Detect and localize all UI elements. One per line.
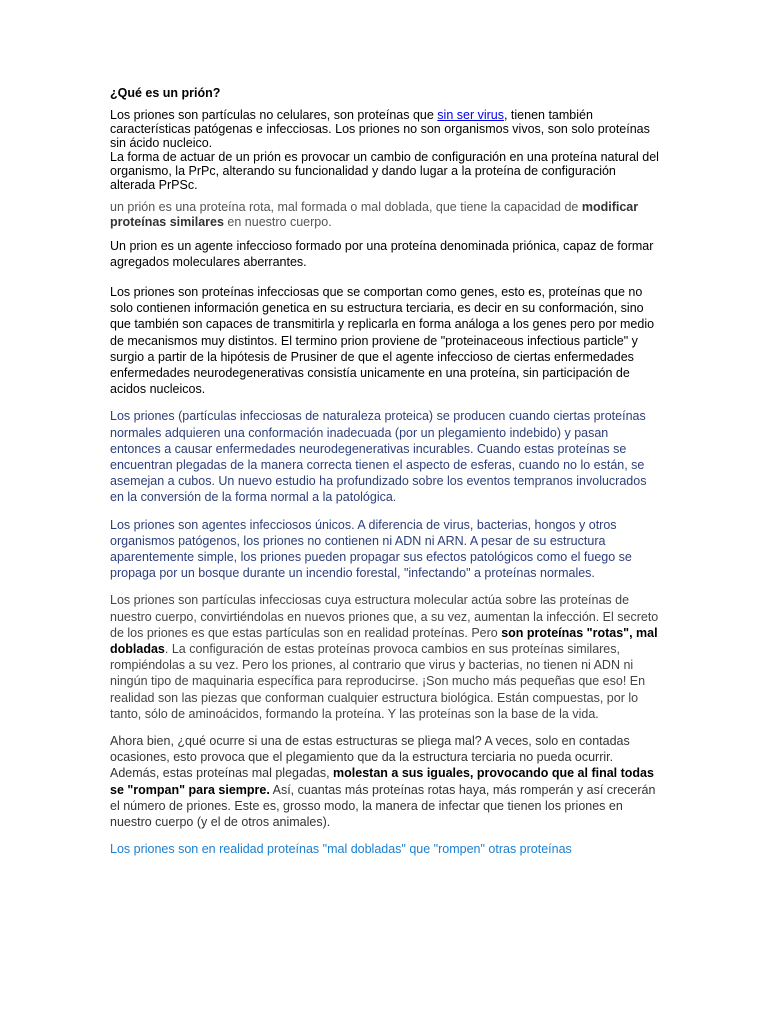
rotas-paragraph (110, 592, 660, 722)
rotas-text-after: . La configuración de estas proteínas provoca cambios en sus proteínas similares, rompiéndolas a su vez. Pero los priones, al contrario que virus y bacterias, no tienen ni ADN ni ningún tipo de maquinaria específica para reproducirse. ¡Son mucho más pequeñas que eso! En realidad son las piezas que conforman cualquier estructura biológica. Están compuestas, por lo tanto, sólo de aminoácidos, formando la proteína. Y las proteínas son la base de la vida. (110, 642, 646, 721)
intro-text-after: , tienen también características patógenas e infecciosas. Los priones no son organismos vivos, son solo proteínas sin ácido nucleico. (110, 108, 650, 150)
unicos-paragraph: Los priones son agentes infecciosos únicos. A diferencia de virus, bacterias, hongos y otros organismos patógenos, los priones no contienen ni ADN ni ARN. A pesar de su estructura aparentemente simple, los priones pueden propagar sus efectos patológicos como el fuego se propaga por un bosque durante un incendio forestal, "infectando" a proteínas normales. (110, 517, 632, 581)
intro-text-before: Los priones son partículas no celulares, son proteínas que (110, 108, 438, 122)
intro-paragraph (110, 108, 660, 150)
forma-paragraph: La forma de actuar de un prión es provocar un cambio de configuración en una proteína natural del organismo, la PrPc, alterando su funcionalidad y dando lugar a la proteína de configuración alterada PrPSc. (110, 150, 659, 192)
rotas-text-before: Los priones son partículas infecciosas cuya estructura molecular actúa sobre las proteínas de nuestro cuerpo, convirtiéndolas en nuevos priones que, a su vez, aumentan la infección. El secreto de los priones es que estas partículas son en realidad proteínas. Pero (110, 593, 659, 640)
page-title: ¿Qué es un prión? (110, 86, 221, 100)
rotas-text-bold: son proteínas "rotas", mal dobladas (110, 625, 658, 657)
rota-text-bold: modificar proteínas similares (110, 200, 639, 229)
rota-text-after: en nuestro cuerpo. (223, 215, 332, 229)
document-body (110, 86, 660, 857)
esferas-paragraph: Los priones (partículas infecciosas de naturaleza proteica) se producen cuando ciertas proteínas normales adquieren una conformación inadecuada (por un plegamiento indebido) y pasan entonces a causar enfermedades neurodegenerativas incurables. Cuando estas proteínas se encuentran plegadas de la manera correcta tienen el aspecto de esferas, cuando no lo están, se asemejan a cubos. Un nuevo estudio ha profundizado sobre los eventos tempranos involucrados en la conversión de la forma normal a la patológica. (110, 409, 647, 505)
final-paragraph: Los priones son en realidad proteínas "mal dobladas" que "rompen" otras proteínas (110, 842, 572, 857)
agente-paragraph: Un prion es un agente infeccioso formado por una proteína denominada priónica, capaz de formar agregados moleculares aberrantes. (110, 239, 654, 269)
genes-paragraph: Los priones son proteínas infecciosas que se comportan como genes, esto es, proteínas que no solo contienen información genetica en su estructura terciaria, es decir en su conformación, sino que también son capaces de transmitirla y replicarla en forma análoga a los genes pero por medio de mecanismos muy distintos. El termino prion proviene de "proteinaceous infectious particle" y surgio a partir de la hipótesis de Prusiner de que el agente infeccioso de ciertas enfermedades enfermedades neurodegenerativas consistía unicamente en una proteína, sin participación de acidos nucleicos. (110, 285, 655, 397)
pliega-paragraph (110, 733, 660, 830)
sin-ser-virus-link[interactable]: sin ser virus (437, 108, 504, 122)
rota-text-before: un prión es una proteína rota, mal formada o mal doblada, que tiene la capacidad de (110, 200, 582, 214)
pliega-text-before: Ahora bien, ¿qué ocurre si una de estas estructuras se pliega mal? A veces, solo en contadas ocasiones, esto provoca que el plegamiento que da la estructura terciaria no pueda ocurrir. Además, estas proteínas mal plegadas, (110, 734, 630, 781)
pliega-text-bold: molestan a sus iguales, provocando que al final todas se "rompan" para siempre. (110, 766, 654, 797)
pliega-text-after: Así, cuantas más proteínas rotas haya, más romperán y así crecerán el número de priones. Este es, grosso modo, la manera de infectar que tienen los priones en nuestro cuerpo (y el de otros animales). (110, 782, 656, 830)
rota-paragraph (110, 200, 660, 230)
